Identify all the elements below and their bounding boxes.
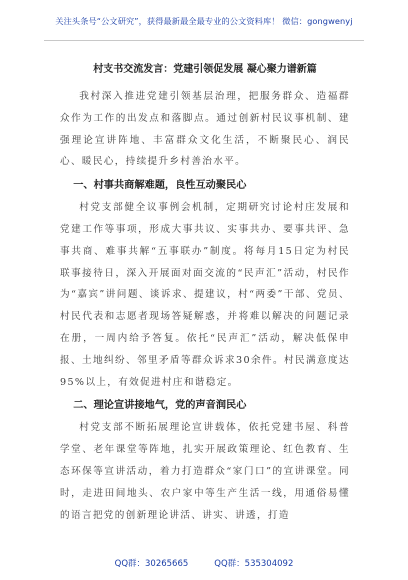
- header-divider: [44, 40, 364, 41]
- footer-qq-group-1: QQ群：30265665: [114, 559, 189, 569]
- intro-paragraph: 我村深入推进党建引领基层治理，把服务群众、造福群众作为工作的出发点和落脚点。通过创新村民议事机制、建强理论宣讲阵地、丰富群众文化生活，不断聚民心、润民心、暖民心，持续提升乡村善治水平。: [60, 91, 350, 168]
- section-heading-1: 一、村事共商解难题，良性互动聚民心: [73, 179, 247, 192]
- footer-banner: [0, 553, 408, 573]
- header-promo-text: 关注头条号“公文研究”，获得最新最全最专业的公文资料库！ 微信：gongwenyj: [55, 15, 353, 26]
- section-body-2: 村党支部不断拓展理论宣讲载体，依托党建书屋、科普学堂、老年课堂等阵地，扎实开展政策理论、红色教育、生态环保等宣讲活动，着力打造群众“家门口”的宣讲课堂。同时，走进田间地头、农户家中等生产生活一线，用通俗易懂的语言把党的创新理论讲活、讲实、讲透，打造: [60, 422, 350, 521]
- document-title: 村支书交流发言：党建引领促发展 凝心聚力谱新篇: [93, 64, 317, 75]
- footer-qq-group-2: QQ群：535304092: [214, 559, 294, 569]
- document-body: [60, 60, 350, 526]
- header-banner: [0, 4, 408, 38]
- section-body-1: 村党支部健全议事例会机制，定期研究讨论村庄发展和党建工作等事项，形成大事共议、实事共办、要事共评、急事共商、难事共解“五事联办”制度。将每月15日定为村民联事接待日，深入开展面对面交流的“民声汇”活动，村民作为“嘉宾”讲问题、谈诉求、提建议，村“两委”干部、党员、村民代表和志愿者现场答疑解惑，并将难以解决的问题记录在册，一周内给予答复。依托“民声汇”活动，解决低保申报、土地纠纷、邻里矛盾等群众诉求30余件。村民满意度达95%以上，有效促进村庄和谐稳定。: [60, 202, 350, 388]
- section-heading-2: 二、理论宣讲接地气，党的声音润民心: [73, 399, 247, 412]
